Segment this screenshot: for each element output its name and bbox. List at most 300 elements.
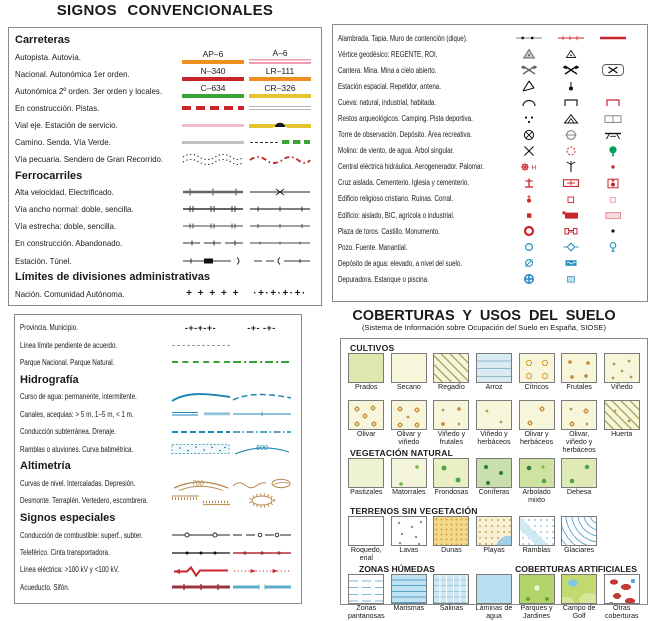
marismas-swatch <box>391 574 427 604</box>
pozo-icon <box>514 240 544 254</box>
row-label: Autonómica 2º orden. 3er orden y locales. <box>15 85 163 96</box>
central-hidraulica-icon <box>514 160 544 174</box>
curva-batimetrica-icon <box>231 441 293 457</box>
olivar-herbaceos-swatch <box>519 400 555 430</box>
row-label: Nación. Comunidad Autónoma. <box>15 288 125 299</box>
tile-label: Olivar, viñedo y herbáceos <box>562 430 596 454</box>
frutales-swatch <box>561 353 597 383</box>
dot-plus-line: ·+·+·+·+· <box>253 288 307 300</box>
tile-label: Regadío <box>438 383 465 391</box>
pista-deportiva-icon <box>598 112 628 126</box>
tile-laminas-agua <box>474 574 515 621</box>
header-terrenos: TERRENOS SIN VEGETACIÓN <box>350 505 478 516</box>
edificio-bic-icon <box>556 208 586 222</box>
tile-label: Matorrales <box>392 488 426 496</box>
row-molino <box>338 143 642 159</box>
section-hidrografia: Hidrografía <box>20 373 79 386</box>
limite-ccaa-icon <box>247 288 313 299</box>
tile-label: Roquedo, erial <box>350 546 382 562</box>
edificio-aislado-icon <box>514 208 544 222</box>
torre-observacion-icon <box>514 128 544 142</box>
tile-label: Dehesa <box>566 488 592 496</box>
molino-viento-icon <box>514 144 544 158</box>
aerogenerador-icon <box>556 160 586 174</box>
cueva-habitada-icon <box>598 95 628 109</box>
tile-label: Ramblas <box>522 546 551 554</box>
tile-campo-golf <box>559 574 600 621</box>
limite-provincia-icon: -+-+-+- <box>184 322 217 333</box>
drenaje-icon <box>231 428 293 436</box>
row-label: Autopista. Autovía. <box>15 51 81 62</box>
cinta-transportadora-icon <box>231 547 293 559</box>
curso-permanente-icon <box>170 389 232 405</box>
frondosas-swatch <box>433 458 469 488</box>
row-label: Depuradora. Estanque o piscina. <box>338 274 429 284</box>
curvas-nivel-icon <box>170 475 232 492</box>
fuel-station-icon <box>249 120 311 130</box>
tile-label: Playas <box>483 546 505 554</box>
conduccion-subterranea-icon <box>170 428 232 436</box>
castillo-icon <box>556 224 586 238</box>
estacion-espacial-icon <box>514 79 544 93</box>
red-dashdot-wavy-icon <box>248 152 312 166</box>
tile-label: Frondosas <box>434 488 469 496</box>
panel-coberturas <box>340 338 648 620</box>
header-vegetacion: VEGETACIÓN NATURAL <box>350 447 454 458</box>
section-signos-especiales: Signos especiales <box>20 512 116 525</box>
tile-label: Olivar <box>357 430 376 438</box>
autovia-bar-icon <box>249 59 311 64</box>
parque-natural-icon <box>232 358 292 366</box>
road-badge: AP–6 <box>202 48 224 59</box>
svg-text:600: 600 <box>255 445 268 453</box>
local-symbol <box>247 84 313 98</box>
road-badge: C–634 <box>200 82 226 93</box>
dotted-wavy-lines-icon <box>181 152 245 166</box>
cueva-industrial-icon <box>556 95 586 109</box>
tile-label: Cítricos <box>524 383 549 391</box>
laminas-agua-swatch <box>476 574 512 604</box>
tile-roquedo <box>346 516 387 563</box>
tile-label: Salinas <box>439 604 464 612</box>
tile-label: Lavas <box>399 546 419 554</box>
row-label: Conducción de combustible: superf., subter. <box>20 530 143 540</box>
regadio-swatch <box>433 353 469 383</box>
row-conduccion <box>20 423 296 440</box>
deposito-elevado-icon <box>514 256 544 270</box>
row-label: Vial eje. Estación de servicio. <box>15 119 118 130</box>
row-label: Pozo. Fuente. Manantial. <box>338 242 408 252</box>
pink-line <box>182 124 244 127</box>
dunas-swatch <box>433 516 469 546</box>
row-antena <box>338 78 642 94</box>
row-label: Vía ancho normal: doble, sencilla. <box>15 204 134 215</box>
tile-ramblas <box>516 516 557 563</box>
row-construccion-pistas <box>15 99 315 116</box>
repetidor-antena-icon <box>556 79 586 93</box>
dashed-red-bar <box>182 106 244 110</box>
tunel-icon <box>247 255 313 267</box>
arbol-singular-icon <box>598 144 628 158</box>
row-nacional <box>15 65 315 82</box>
autonomica2-symbol <box>180 84 246 98</box>
curso-intermitente-icon <box>231 389 293 405</box>
row-label: Provincia. Municipio. <box>20 323 78 333</box>
row-linea-electrica <box>20 561 296 578</box>
via-verde-icon <box>282 140 310 144</box>
estacion-servicio-icon <box>247 120 313 130</box>
row-canales <box>20 406 296 423</box>
via-pecuaria-icon <box>180 152 246 166</box>
header-zonas-humedas: ZONAS HÚMEDAS <box>359 563 435 574</box>
row-label: Central eléctrica hidráulica. Aerogenerador. Palomar. <box>338 162 484 172</box>
tile-label: Viñedo y frutales <box>437 430 466 446</box>
svg-text:H: H <box>531 164 537 172</box>
via-doble-icon <box>180 203 246 215</box>
otras-coberturas-swatch <box>604 574 640 604</box>
tile-label: Otras coberturas <box>604 604 639 620</box>
cruz-aislada-icon <box>514 176 544 190</box>
via-sencilla-icon <box>247 203 313 215</box>
zonas-artificiales-grid <box>345 574 643 621</box>
row-autopista <box>15 48 315 65</box>
row-curso-agua <box>20 388 296 405</box>
alta-velocidad-icon <box>180 186 246 198</box>
playas-swatch <box>476 516 512 546</box>
cementerio-icon <box>556 176 586 190</box>
tile-huerta <box>601 400 642 447</box>
tile-label: Parques y Jardines <box>520 604 553 620</box>
vertice-regente-icon <box>514 47 544 61</box>
row-label: Estación. Túnel. <box>15 255 72 266</box>
road-badge: N–340 <box>200 65 226 76</box>
tile-empty <box>601 458 642 505</box>
row-ancho-normal <box>15 201 315 218</box>
cantera-icon <box>514 63 544 77</box>
tile-olivar-herbaceos <box>516 400 557 447</box>
row-provincia <box>20 319 296 336</box>
olivar-vinedo-swatch <box>391 400 427 430</box>
limite-municipio-icon: -+- -+- <box>247 322 276 333</box>
row-label: En construcción. Pistas. <box>15 102 100 113</box>
glaciares-swatch <box>561 516 597 546</box>
nacional-bar-icon <box>182 77 244 81</box>
tile-vinedo <box>601 353 642 400</box>
tile-vinedo-frutales <box>431 400 472 447</box>
row-via-pecuaria <box>15 151 315 168</box>
row-nacion-ccaa <box>15 285 315 302</box>
row-estacion-tunel <box>15 252 315 269</box>
row-label: Depósito de agua: elevado, a nivel del suelo. <box>338 258 463 268</box>
tile-secano <box>389 353 430 400</box>
camping-icon <box>556 112 586 126</box>
tile-marismas <box>389 574 430 621</box>
estrecha-sencilla-icon <box>247 220 313 232</box>
acequia-icon <box>231 408 293 420</box>
row-label: Vía pecuaria. Sendero de Gran Recorrido. <box>15 154 164 165</box>
svg-text:700: 700 <box>191 480 204 488</box>
teleferico-icon <box>170 547 232 559</box>
tile-dunas <box>431 516 472 563</box>
tile-salinas <box>431 574 472 621</box>
row-via-estrecha <box>15 218 315 235</box>
row-label: Desmonte. Terraplén. Vertedero, escombrera. <box>20 496 148 506</box>
deposito-icon <box>556 128 586 142</box>
row-camino-senda <box>15 133 315 150</box>
row-cruz <box>338 175 642 191</box>
row-alambrada <box>338 30 642 46</box>
vegetacion-grid <box>345 458 643 505</box>
corral-icon <box>598 192 628 206</box>
parque-nacional-icon <box>172 361 230 363</box>
rambla-aluvion-icon <box>170 441 232 457</box>
pastizales-swatch <box>348 458 384 488</box>
monumento-icon <box>598 224 628 238</box>
row-alta-velocidad <box>15 184 315 201</box>
secano-swatch <box>391 353 427 383</box>
sifon-icon <box>231 581 293 593</box>
tile-label: Olivar y herbáceos <box>519 430 554 446</box>
row-label: Edificio religioso cristiano. Ruinas. Corral. <box>338 194 454 204</box>
row-label: Acueducto. Sifón. <box>20 582 70 592</box>
tile-coniferas <box>474 458 515 505</box>
muro-contencion-icon <box>598 31 628 45</box>
electrificado-icon <box>247 186 313 198</box>
senda-viaverde-icon <box>247 140 313 144</box>
coberturas-subtitle: (Sistema de Información sobre Ocupación del Suelo en España, SIOSE) <box>362 323 606 332</box>
tile-prados <box>346 353 387 400</box>
tile-olivar-vinedo-herbaceos <box>559 400 600 454</box>
edificio-industrial-icon <box>598 208 628 222</box>
roquedo-swatch <box>348 516 384 546</box>
tile-label: Viñedo y herbáceos <box>477 430 511 446</box>
lavas-swatch <box>391 516 427 546</box>
tile-citricos <box>516 353 557 400</box>
arroz-swatch <box>476 353 512 383</box>
tile-vinedo-herbaceos <box>474 400 515 447</box>
tile-regadio <box>431 353 472 400</box>
section-altimetria: Altimetría <box>20 460 71 473</box>
tile-label: Frutales <box>566 383 592 391</box>
deposito-suelo-icon <box>556 256 586 270</box>
section-limites: Límites de divisiones administrativas <box>15 271 211 284</box>
campo-golf-swatch <box>561 574 597 604</box>
tile-label: Coníferas <box>478 488 510 496</box>
edificio-religioso-icon <box>514 192 544 206</box>
tile-frondosas <box>431 458 472 505</box>
row-cantera <box>338 62 642 78</box>
estacion-icon <box>180 255 246 267</box>
molino-agua-icon <box>556 144 586 158</box>
tile-label: Campo de Golf <box>562 604 596 620</box>
row-label: Vértice geodésico: REGENTE, ROI. <box>338 49 438 59</box>
row-label: Alambrada. Tapia. Muro de contención (dique). <box>338 33 468 43</box>
vertedero-escombrera-icon <box>231 492 293 509</box>
tile-frutales <box>559 353 600 400</box>
row-central <box>338 159 642 175</box>
panel-signos-izquierda <box>8 27 322 306</box>
tile-playas <box>474 516 515 563</box>
fuente-icon <box>556 240 586 254</box>
row-depuradora <box>338 271 642 287</box>
row-label: Nacional. Autonómica 1er orden. <box>15 68 130 79</box>
tile-dehesa <box>559 458 600 505</box>
row-parques <box>20 354 296 371</box>
row-label: Teleférico. Cinta transportadora. <box>20 548 110 558</box>
row-label: Línea límite pendiente de acuerdo. <box>20 340 118 350</box>
ramblas-swatch <box>519 516 555 546</box>
acueducto-icon <box>170 581 232 593</box>
row-label: Cueva: natural, industrial, habitada. <box>338 97 437 107</box>
row-label: Plaza de toros. Castillo. Monumento. <box>338 226 440 236</box>
en-construccion-icon <box>180 105 246 110</box>
depuradora-icon <box>514 272 544 286</box>
palomar-icon <box>598 160 628 174</box>
vertice-roi-icon <box>556 47 586 61</box>
row-label: Cantera. Mina. Mina a cielo abierto. <box>338 65 437 75</box>
cultivos-grid-row1 <box>345 353 643 400</box>
panel-simbolos-derecha <box>332 24 648 302</box>
tile-matorrales <box>389 458 430 505</box>
matorrales-swatch <box>391 458 427 488</box>
sendero-gr-icon <box>247 152 313 166</box>
section-ferrocarriles: Ferrocarriles <box>15 169 83 182</box>
vinedo-swatch <box>604 353 640 383</box>
estrecha-doble-icon <box>180 220 246 232</box>
vial-eje-icon <box>180 123 246 127</box>
row-label: Alta velocidad. Electrificado. <box>15 187 114 198</box>
pantanosas-swatch <box>348 574 384 604</box>
row-edificio <box>338 207 642 223</box>
panel-territorio <box>14 314 302 604</box>
row-label: En construcción. Abandonado. <box>15 238 123 249</box>
combustible-superficie-icon <box>170 529 232 541</box>
tile-glaciares <box>559 516 600 563</box>
tile-label: Marismas <box>393 604 425 612</box>
row-label: Parque Nacional. Parque Natural. <box>20 357 115 367</box>
tile-olivar-vinedo <box>389 400 430 447</box>
row-label: Canales, acequias: > 5 m, 1–5 m, < 1 m. <box>20 409 134 419</box>
page-title: SIGNOS CONVENCIONALES <box>56 2 274 19</box>
road-badge: A–6 <box>272 48 288 59</box>
linea-electrica-baja-icon <box>231 563 293 577</box>
row-acueducto <box>20 579 296 596</box>
autonomica1-symbol <box>247 67 313 81</box>
road-badge: LR–111 <box>265 65 295 76</box>
pista-icon <box>247 105 313 110</box>
huerta-swatch <box>604 400 640 430</box>
coberturas-title-block <box>318 308 650 332</box>
area-recreativa-icon <box>598 128 628 142</box>
row-pozo <box>338 239 642 255</box>
header-cultivos: CULTIVOS <box>350 342 395 353</box>
vinedo-frutales-swatch <box>433 400 469 430</box>
tile-label: Huerta <box>611 430 633 438</box>
dehesa-swatch <box>561 458 597 488</box>
fc-abandonado-icon <box>247 237 313 249</box>
plus-line: + + + + + <box>186 288 240 300</box>
plaza-toros-icon <box>514 224 544 238</box>
autonomica1-bar-icon <box>249 77 311 81</box>
vinedo-herbaceos-swatch <box>476 400 512 430</box>
tile-label: Olivar y viñedo <box>396 430 421 446</box>
row-vial-estacion <box>15 116 315 133</box>
tile-zonas-pantanosas <box>346 574 387 621</box>
row-combustible <box>20 527 296 544</box>
row-curvas-nivel <box>20 475 296 492</box>
desmonte-terraplen-icon <box>170 492 232 509</box>
row-label: Restos arqueológicos. Camping. Pista deportiva. <box>338 114 473 124</box>
olivar-vinedo-herbaceos-swatch <box>561 400 597 430</box>
double-gray-line <box>249 106 311 110</box>
row-restos <box>338 110 642 126</box>
tile-label: Dunas <box>441 546 462 554</box>
tile-empty <box>601 516 642 563</box>
motorway-bar-icon <box>182 60 244 64</box>
row-desmonte <box>20 492 296 509</box>
tile-pastizales <box>346 458 387 505</box>
limite-nacion-icon <box>180 288 246 299</box>
tile-olivar <box>346 400 387 447</box>
tile-lavas <box>389 516 430 563</box>
section-carreteras: Carreteras <box>15 34 71 46</box>
fc-construccion-icon <box>180 237 246 249</box>
canal-grande-mediano-icon <box>170 408 232 420</box>
linea-electrica-alta-icon <box>170 563 232 577</box>
row-label: Estación espacial. Repetidor, antena. <box>338 81 441 91</box>
nacional-symbol <box>180 67 246 81</box>
coniferas-swatch <box>476 458 512 488</box>
mina-cielo-abierto-icon <box>598 63 628 77</box>
prados-swatch <box>348 353 384 383</box>
senda-dashes-icon <box>250 142 278 143</box>
road-badge: CR–326 <box>264 82 296 93</box>
intercalada-depresion-icon <box>231 475 293 492</box>
tile-label: Prados <box>355 383 378 391</box>
tile-label: Arroz <box>485 383 503 391</box>
headers-zonas-artificiales <box>345 563 643 574</box>
row-torre <box>338 127 642 143</box>
tile-label: Láminas de agua <box>475 604 513 620</box>
tile-arroz <box>474 353 515 400</box>
citricos-swatch <box>519 353 555 383</box>
estanque-piscina-icon <box>556 272 586 286</box>
tile-label: Zonas pantanosas <box>347 604 385 620</box>
terrenos-grid <box>345 516 643 563</box>
row-label: Camino. Senda. Vía Verde. <box>15 137 111 148</box>
autonomica2-bar-icon <box>182 94 244 98</box>
combustible-subterraneo-icon <box>231 529 293 541</box>
row-cueva <box>338 94 642 110</box>
row-label: Torre de observación. Depósito. Área recreativa. <box>338 130 472 140</box>
tile-label: Pastizales <box>350 488 383 496</box>
camino-icon <box>180 140 246 144</box>
salinas-swatch <box>433 574 469 604</box>
row-linea-limite <box>20 336 296 353</box>
row-plaza-toros <box>338 223 642 239</box>
ruinas-icon <box>556 192 586 206</box>
row-fc-construccion <box>15 235 315 252</box>
arbolado-mixto-swatch <box>519 458 555 488</box>
row-label: Edificio: aislado, BIC, agrícola o industrial. <box>338 210 455 220</box>
tile-label: Arbolado mixto <box>522 488 551 504</box>
row-label: Ramblas o aluviones. Curva batimétrica. <box>20 444 134 454</box>
motorway-symbol <box>180 50 246 64</box>
row-teleferico <box>20 544 296 561</box>
gray-line <box>182 141 244 144</box>
iglesia-cementerio-icon <box>598 176 628 190</box>
row-label: Curso de agua: permanente, intermitente. <box>20 392 137 402</box>
